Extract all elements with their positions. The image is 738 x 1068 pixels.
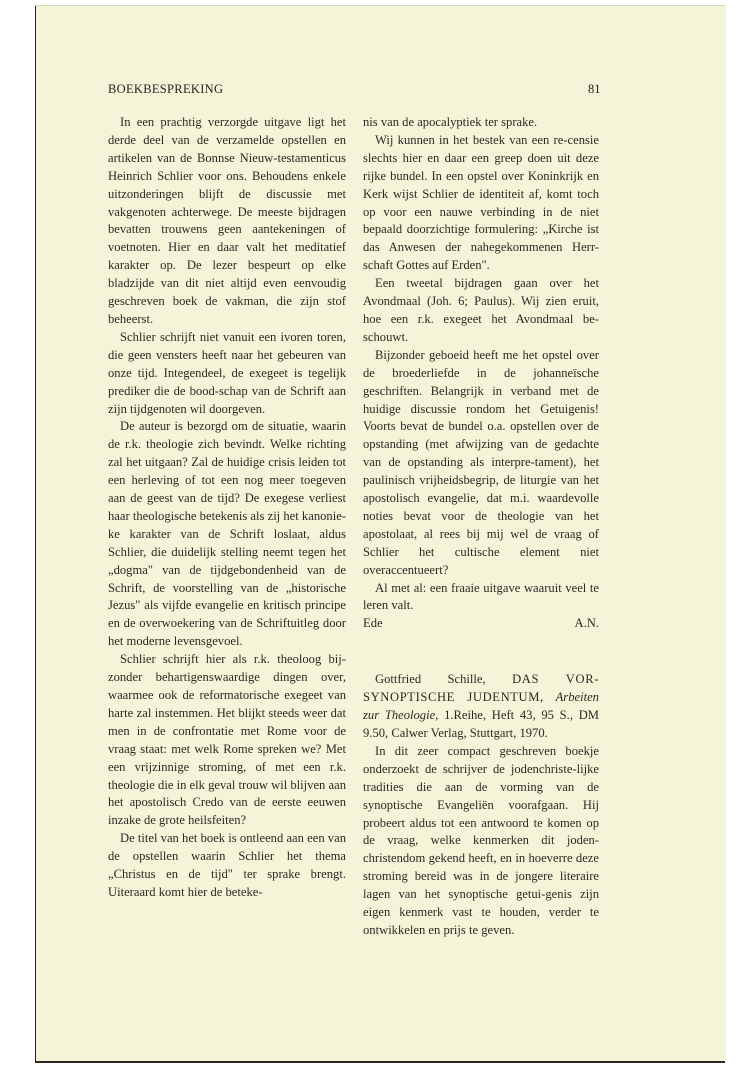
paragraph: Schlier schrijft hier als r.k. theoloog bij-zonder behartigenswaardige dingen over, waarmee ook de reformatorische exegeet van harte zal instemmen. Het blijkt steeds weer dat men in de confrontatie met Rome voor de vraag staat: met welk Rome spreken we? Met een vrijzinnige stroming, of met een r.k. theologie die in elk geval trouw wil blijven aan het apostolisch Credo van de eerste eeuwen inzake de grote heilsfeiten?	[108, 652, 346, 828]
book-author: Gottfried Schille,	[375, 672, 486, 687]
signature-place: Ede	[363, 616, 383, 631]
book-series: Arbeiten zur Theologie,	[363, 690, 599, 723]
signature-initials: A.N.	[574, 616, 599, 631]
paragraph: In dit zeer compact geschreven boekje onderzoekt de schrijver de jodenchriste-lijke tradities die aan de vorming van de synoptische Evangeliën voorafgaan. Hij probeert aldus tot een antwoord te komen op de vraag, welke kenmerken dit joden-christendom gekend heeft, en in hoeverre deze stroming bereid was in de jongere literaire lagen van het synoptische getui-genis zijn eigen kenmerk vast te houden, verder te ontwikkelen en prijs te geven.	[363, 743, 599, 937]
paragraph: De auteur is bezorgd om de situatie, waarin de r.k. theologie zich bevindt. Welke richting zal het uitgaan? Zal de huidige crisis leiden tot een herleving of tot een nog meer toegeven aan de geest van de tijd? De exegese verliest haar theologische betekenis als zij het kanonie-ke karakter van de Schrift loslaat, aldus Schlier, die duidelijk stelling neemt tegen het „dogma" van de tijdgebondenheid van de Schrift, de voorstelling van de „historische Jezus" als vijfde evangelie en kritisch principe en de overwoekering van de Schriftuitleg door het moderne levensgevoel.	[108, 419, 346, 649]
paragraph: Wij kunnen in het bestek van een re-censie slechts hier en daar een greep doen uit deze rijke bundel. In een opstel over Koninkrijk en Kerk wijst Schlier de identiteit af, komt toch op voor een nauwe verbinding in de niet bepaald doorzichtige formulering: „Kirche ist das Anwesen der nahegekommenen Herr-schaft Gottes auf Erden".	[363, 132, 599, 273]
review-signature	[363, 615, 599, 633]
section-header: BOEKBESPREKING	[108, 82, 224, 96]
page-bottom-edge	[35, 1061, 725, 1063]
right-column	[363, 114, 599, 940]
page-top-edge	[35, 5, 725, 6]
paragraph: In een prachtig verzorgde uitgave ligt het derde deel van de verzamelde opstellen en artikelen van de Bonnse Nieuw-testamenticus Heinrich Schlier voor ons. Behoudens enkele uitzonderingen blijft de discussie met vakgenoten achterwege. De meeste bijdragen bevatten trouwens geen aantekeningen of voetnoten. Hier en daar valt het meditatief karakter op. De lezer bespeurt op elke bladzijde van dit niet altijd even eenvoudig geschreven boek de vakman, die zijn stof beheerst.	[108, 115, 346, 326]
book-details: 1.Reihe, Heft 43, 95 S., DM 9.50, Calwer Verlag, Stuttgart, 1970.	[363, 708, 599, 740]
page-number: 81	[588, 82, 601, 96]
paragraph-continuation: nis van de apocalyptiek ter sprake.	[363, 115, 538, 129]
paragraph: Schlier schrijft niet vanuit een ivoren toren, die geen vensters heeft naar het gebeuren van onze tijd. Integendeel, de exegeet is tegelijk prediker die de bood-schap van de Schrift aan zijn tijdgenoten wil doorgeven.	[108, 329, 346, 416]
review-separator	[363, 633, 599, 671]
paragraph: Een tweetal bijdragen gaan over het Avondmaal (Joh. 6; Paulus). Wij zien eruit, hoe een r.k. exegeet het Avondmaal be-schouwt.	[363, 276, 599, 344]
paragraph: Bijzonder geboeid heeft me het opstel over de broederliefde in de johanneïsche geschriften. Belangrijk in verband met de huidige discussie rondom het Getuigenis! Voorts bevat de bundel o.a. opstellen over de opstanding (met afwijzing van de gedachte van de opstanding als interpre-tament), het paulinisch vrijheidsbegrip, de liturgie van het apostolisch evangelie, dat m.i. waardevolle noties bevat voor de theologie van het apostolaat, al rees bij mij wel de vraag of Schlier het cultische element niet overaccentueert?	[363, 347, 599, 577]
bibliographic-entry	[363, 671, 599, 743]
paragraph: Al met al: een fraaie uitgave waaruit veel te leren valt.	[363, 580, 599, 613]
book-title: DAS VOR-SYNOPTISCHE JUDENTUM,	[363, 672, 599, 705]
left-column	[108, 114, 346, 902]
paragraph: De titel van het boek is ontleend aan een van de opstellen waarin Schlier het thema „Christus en de tijd" ter sprake brengt. Uiteraard komt hier de beteke-	[108, 831, 346, 899]
